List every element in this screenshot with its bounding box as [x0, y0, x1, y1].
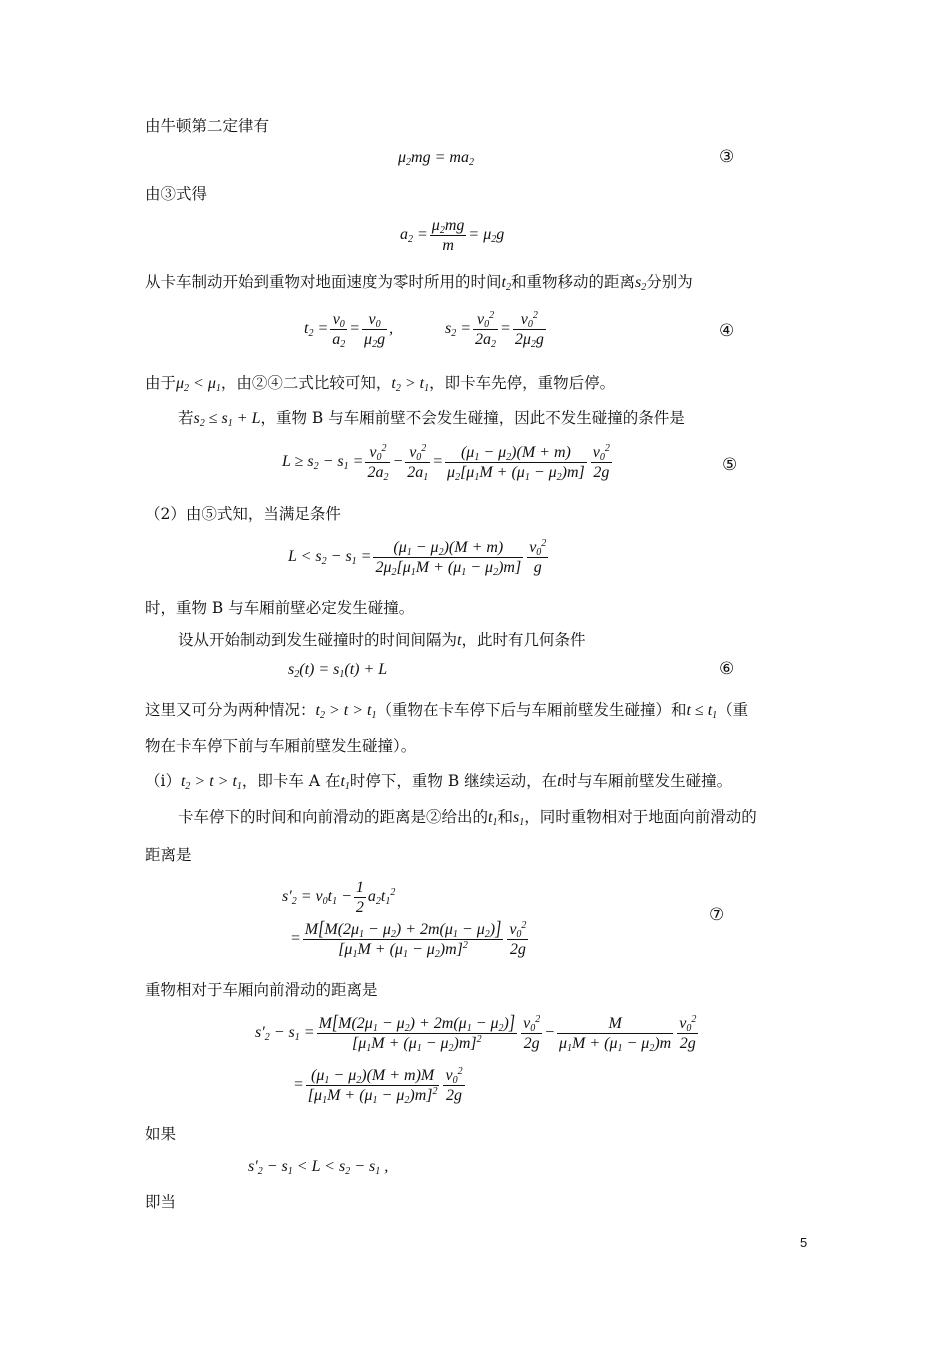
equation-number: ⑤ [722, 455, 738, 475]
text-line: 物在卡车停下前与车厢前壁发生碰撞）。 [145, 737, 417, 755]
equation-6: $s_2(t) = s_1(t) + L$ [288, 661, 388, 680]
equation-condition: $L < s_2 - s_1$ = $\frac{(\mu_1 - \mu_2)(M + m)}{2\mu_2[\mu_1M + (\mu_1 - \mu_2)m]}$ $\frac{v_0^2}{g}$ [288, 538, 547, 578]
page-number: 5 [800, 1235, 808, 1250]
text-line: 重物相对于车厢向前滑动的距离是 [145, 981, 378, 999]
text-line: 卡车停下的时间和向前滑动的距离是②给出的$t_1$和$s_1$，同时重物相对于地面向前滑动的 [178, 808, 757, 828]
equation-number: ⑥ [719, 659, 735, 679]
text-line: 即当 [145, 1193, 177, 1211]
equation-a2: $a_2$ = $\frac{\mu_2mg}{m}$ = $\mu_2g$ [400, 217, 505, 254]
equation-relative-line1: $s'_2 - s_1$ = $\frac{M[M(2\mu_1 - \mu_2) + 2m(\mu_1 - \mu_2)]}{[\mu_1M + (\mu_1 - \mu_2)m]^2}$ $\frac{v_0^2}{2g}$ − $\frac{M}{\mu_1M + (\mu_1 - \mu_2)m}$ $\frac{v_0^2}{2g}$ [255, 1012, 697, 1054]
text-line: $(i)t_2 > t > t_1$，即卡车 A 在$t_1$时停下，重物 B 继续运动，在t时与车厢前壁发生碰撞。 [145, 772, 733, 792]
text-line: （2）由⑤式知，当满足条件 [145, 505, 341, 523]
text-line: 由③式得 [145, 185, 208, 203]
text-line: 这里又可分为两种情况：$t_2 > t > t_1$（重物在卡车停下后与车厢前壁发生碰撞）和$t \le t_1$（重 [145, 701, 749, 721]
equation-number: ⑦ [709, 905, 725, 925]
text-line: 若$s_2 \le s_1 + L$，重物 B 与车厢前壁不会发生碰撞，因此不发生碰撞的条件是 [178, 409, 685, 429]
text-line: 设从开始制动到发生碰撞时的时间间隔为t，此时有几何条件 [178, 631, 586, 649]
text-line: 从卡车制动开始到重物对地面速度为零时所用的时间$t_2$和重物移动的距离$s_2$分别为 [145, 273, 693, 293]
text-line: 距离是 [145, 846, 192, 864]
equation-5: $L \ge s_2 - s_1$ = $\frac{v_0^2}{2a_2}$ − $\frac{v_0^2}{2a_1}$ = $\frac{(\mu_1 - \mu_2)(M + m)}{\mu_2[\mu_1M + (\mu_1 - \mu_2)m]}$ $\frac{v_0^2}{2g}$ [282, 443, 610, 483]
equation-relative-line2: = $\frac{(\mu_1 - \mu_2)(M + m)M}{[\mu_1M + (\mu_1 - \mu_2)m]^2}$ $\frac{v_0^2}{2g}$ [293, 1066, 463, 1106]
equation-number: ③ [719, 147, 735, 167]
text-line: 由于$\mu_2 < \mu_1$，由②④二式比较可知，$t_2 > t_1$，即卡车先停，重物后停。 [145, 374, 616, 394]
equation-4: $t_2$ = $\frac{v_0}{a_2}$ = $\frac{v_0}{\mu_2g}$ , [304, 311, 394, 350]
equation-7-line1: $s'_2 = v_0t_1$ − $\frac{1}{2}$ $a_2t_1^2$ [282, 879, 396, 916]
equation-7-line2: = $\frac{M[M(2\mu_1 - \mu_2) + 2m(\mu_1 - \mu_2)]}{[\mu_1M + (\mu_1 - \mu_2)m]^2}$ $\frac{v_0^2}{2g}$ [290, 918, 527, 960]
text-line: 由牛顿第二定律有 [145, 117, 270, 135]
text-line: 如果 [145, 1125, 177, 1143]
equation-3: $\mu_2mg = ma_2$ [398, 149, 474, 168]
equation-inequality: $s'_2 - s_1 < L < s_2 - s_1$ , [248, 1158, 389, 1177]
equation-number: ④ [719, 321, 735, 341]
equation-4b: $s_2$ = $\frac{v_0^2}{2a_2}$ = $\frac{v_0^2}{2\mu_2g}$ [445, 310, 544, 350]
text-line: 时，重物 B 与车厢前壁必定发生碰撞。 [145, 599, 415, 617]
